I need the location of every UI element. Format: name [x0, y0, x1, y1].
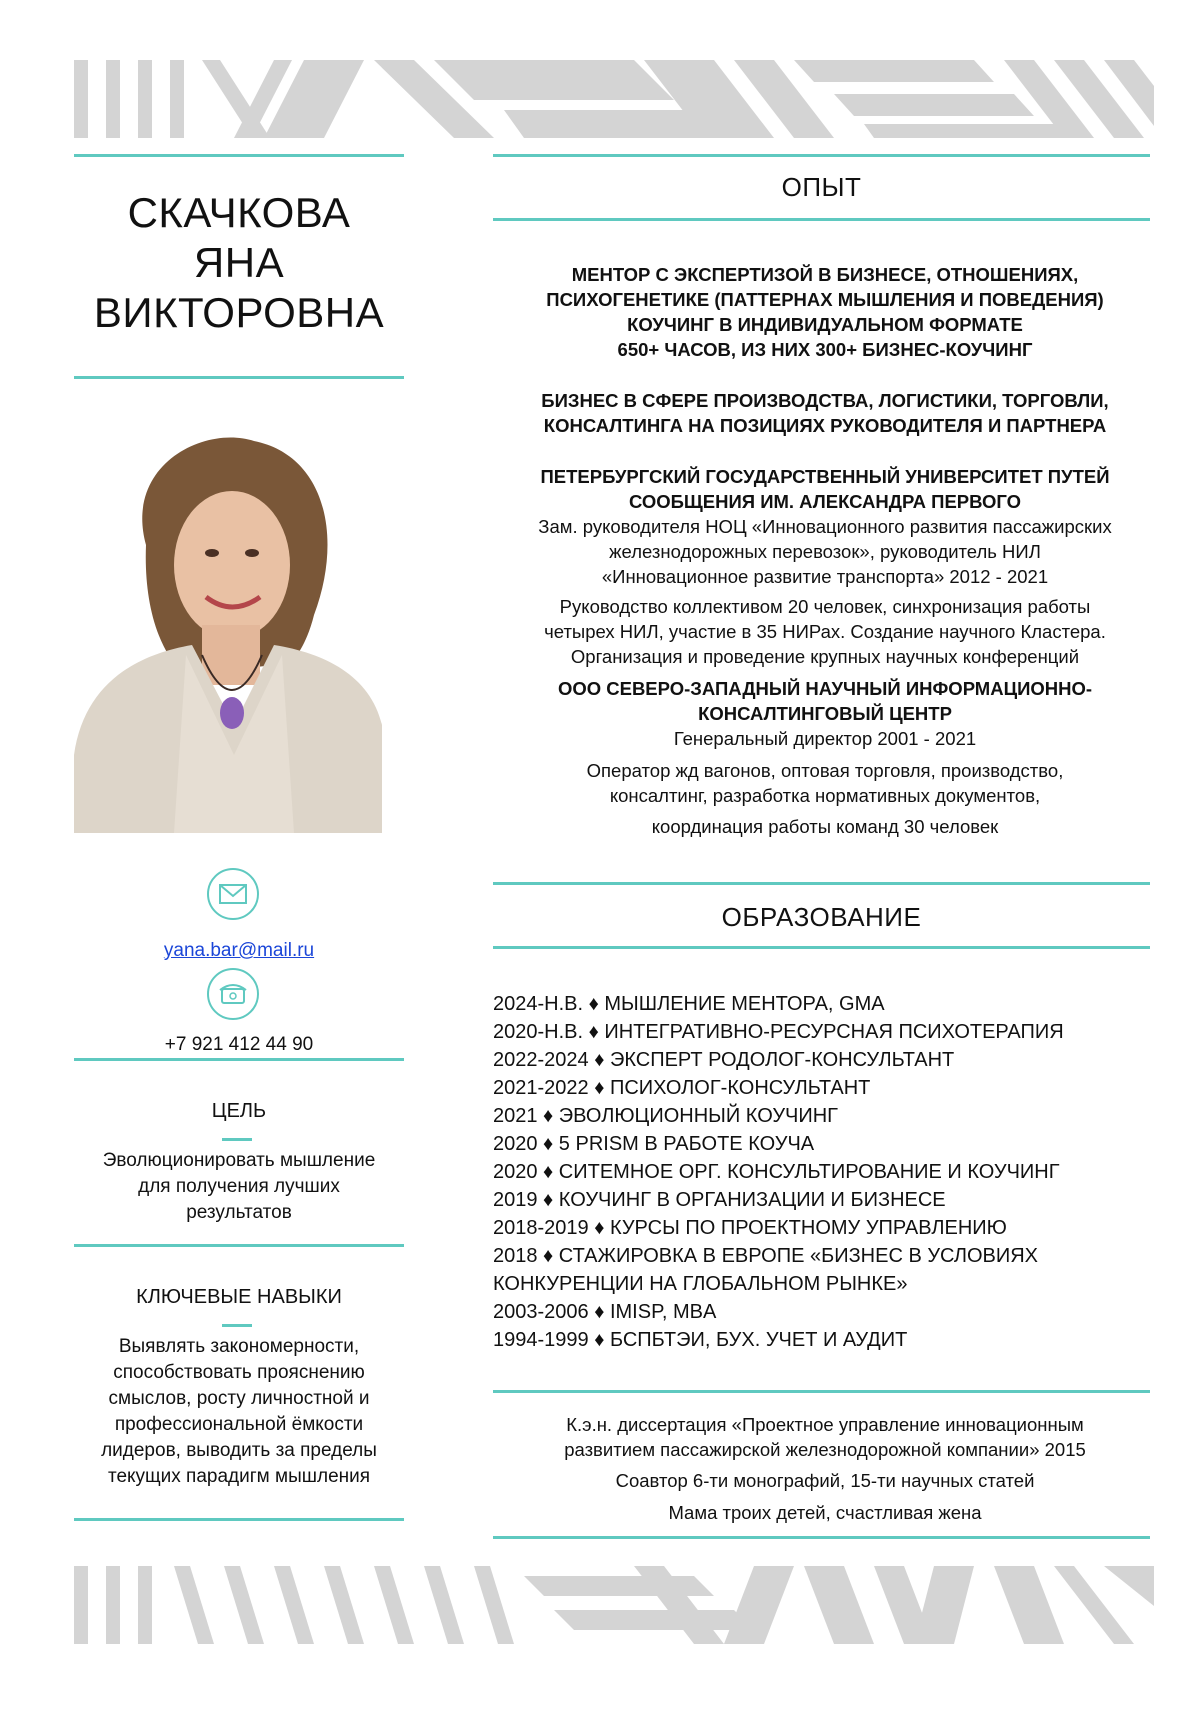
education-item: 2003-2006 ♦ IMISP, MBA — [493, 1301, 717, 1323]
role-line: Зам. руководителя НОЦ «Инновационного развития пассажирских — [538, 516, 1112, 537]
phone-number: +7 921 412 44 90 — [164, 1034, 314, 1055]
desc-line: Оператор жд вагонов, оптовая торговля, производство, — [586, 760, 1064, 781]
full-name — [74, 188, 404, 338]
skills-title: КЛЮЧЕВЫЕ НАВЫКИ — [136, 1286, 342, 1308]
experience-org-university-role — [490, 514, 1160, 589]
surname: СКАЧКОВА — [127, 189, 351, 236]
skills-line: смыслов, росту личностной и — [108, 1388, 370, 1409]
divider — [74, 1518, 404, 1521]
family-text: Мама троих детей, счастливая жена — [668, 1502, 982, 1523]
patronymic: ВИКТОРОВНА — [93, 289, 385, 336]
skills-line: текущих парадигм мышления — [107, 1466, 371, 1487]
divider — [74, 154, 404, 157]
role-line: «Инновационное развитие транспорта» 2012 - 2021 — [601, 566, 1049, 587]
education-title: ОБРАЗОВАНИЕ — [721, 902, 922, 932]
portrait-photo — [74, 425, 382, 833]
goal-title: ЦЕЛЬ — [211, 1100, 267, 1122]
dissertation-text — [490, 1412, 1160, 1462]
email-address[interactable]: yana.bar@mail.ru — [163, 940, 315, 961]
experience-block-mentor — [490, 262, 1160, 362]
org-name-line: ООО СЕВЕРО-ЗАПАДНЫЙ НАУЧНЫЙ ИНФОРМАЦИОННО- — [557, 678, 1093, 699]
org-name-line: КОНСАЛТИНГОВЫЙ ЦЕНТР — [698, 703, 952, 724]
goal-line: Эволюционировать мышление — [102, 1150, 376, 1171]
education-item: 2018 ♦ СТАЖИРОВКА В ЕВРОПЕ «БИЗНЕС В УСЛОВИЯХ — [493, 1245, 1039, 1267]
education-item: 2021-2022 ♦ ПСИХОЛОГ-КОНСУЛЬТАНТ — [493, 1077, 871, 1099]
goal-line: результатов — [186, 1202, 292, 1223]
telephone-icon — [209, 970, 257, 1018]
publications-text: Соавтор 6-ти монографий, 15-ти научных статей — [615, 1470, 1035, 1491]
desc-line: Руководство коллективом 20 человек, синхронизация работы — [559, 596, 1091, 617]
experience-org-university-desc — [490, 594, 1160, 669]
experience-org-company-role: Генеральный директор 2001 - 2021 — [673, 728, 977, 749]
experience-org-company — [490, 676, 1160, 726]
divider — [74, 376, 404, 379]
education-item: 2020 ♦ СИТЕМНОЕ ОРГ. КОНСУЛЬТИРОВАНИЕ И КОУЧИНГ — [493, 1161, 1060, 1183]
education-item: 2018-2019 ♦ КУРСЫ ПО ПРОЕКТНОМУ УПРАВЛЕНИЮ — [493, 1217, 1007, 1239]
divider — [74, 1244, 404, 1247]
extra-line: развитием пассажирской железнодорожной компании» 2015 — [564, 1439, 1086, 1460]
experience-line: МЕНТОР С ЭКСПЕРТИЗОЙ В БИЗНЕСЕ, ОТНОШЕНИЯХ, — [571, 264, 1079, 285]
desc-line: Организация и проведение крупных научных конференций — [570, 646, 1080, 667]
divider — [493, 946, 1150, 949]
experience-line: 650+ ЧАСОВ, ИЗ НИХ 300+ БИЗНЕС-КОУЧИНГ — [617, 339, 1033, 360]
skills-line: способствовать прояснению — [113, 1362, 365, 1383]
divider — [493, 154, 1150, 157]
education-item: 2019 ♦ КОУЧИНГ В ОРГАНИЗАЦИИ И БИЗНЕСЕ — [493, 1189, 946, 1211]
education-item: 2020-Н.В. ♦ ИНТЕГРАТИВНО-РЕСУРСНАЯ ПСИХОТЕРАПИЯ — [493, 1021, 1064, 1043]
role-line: железнодорожных перевозок», руководитель НИЛ — [609, 541, 1041, 562]
envelope-icon — [209, 870, 257, 918]
skills-line: профессиональной ёмкости — [114, 1414, 364, 1435]
experience-block-business — [490, 388, 1160, 438]
skills-title-underline — [222, 1324, 252, 1327]
decorative-stripe-band-top — [74, 60, 1154, 138]
experience-org-university — [490, 464, 1160, 514]
goal-line: для получения лучших — [138, 1176, 340, 1197]
education-list — [493, 990, 1163, 1354]
first-name: ЯНА — [193, 239, 285, 286]
divider — [493, 218, 1150, 221]
goal-text — [74, 1148, 404, 1226]
org-name-line: СООБЩЕНИЯ ИМ. АЛЕКСАНДРА ПЕРВОГО — [628, 491, 1022, 512]
skills-line: лидеров, выводить за пределы — [101, 1440, 377, 1461]
experience-title: ОПЫТ — [781, 172, 862, 202]
experience-line: КОУЧИНГ В ИНДИВИДУАЛЬНОМ ФОРМАТЕ — [627, 314, 1023, 335]
phone-icon — [207, 968, 259, 1020]
divider — [493, 1536, 1150, 1539]
skills-line: Выявлять закономерности, — [118, 1336, 360, 1357]
education-item: 1994-1999 ♦ БСПБТЭИ, БУХ. УЧЕТ И АУДИТ — [493, 1329, 908, 1351]
goal-title-underline — [222, 1138, 252, 1141]
experience-org-company-desc — [490, 758, 1160, 839]
divider — [493, 1390, 1150, 1393]
desc-line: четырех НИЛ, участие в 35 НИРах. Создание научного Кластера. — [544, 621, 1106, 642]
education-item: 2024-Н.В. ♦ МЫШЛЕНИЕ МЕНТОРА, GMA — [493, 993, 885, 1015]
skills-text — [74, 1334, 404, 1490]
org-name-line: ПЕТЕРБУРГСКИЙ ГОСУДАРСТВЕННЫЙ УНИВЕРСИТЕТ ПУТЕЙ — [540, 466, 1110, 487]
education-item: 2022-2024 ♦ ЭКСПЕРТ РОДОЛОГ-КОНСУЛЬТАНТ — [493, 1049, 955, 1071]
desc-line: консалтинг, разработка нормативных документов, — [609, 785, 1041, 806]
email-icon — [207, 868, 259, 920]
education-item: КОНКУРЕНЦИИ НА ГЛОБАЛЬНОМ РЫНКЕ» — [493, 1273, 908, 1295]
divider — [493, 882, 1150, 885]
desc-line: координация работы команд 30 человек — [651, 816, 999, 837]
experience-line: БИЗНЕС В СФЕРЕ ПРОИЗВОДСТВА, ЛОГИСТИКИ, ТОРГОВЛИ, — [541, 390, 1109, 411]
education-item: 2021 ♦ ЭВОЛЮЦИОННЫЙ КОУЧИНГ — [493, 1105, 838, 1127]
extra-line: К.э.н. диссертация «Проектное управление инновационным — [566, 1414, 1084, 1435]
divider — [74, 1058, 404, 1061]
decorative-stripe-band-bottom — [74, 1566, 1154, 1644]
email-link[interactable] — [74, 938, 404, 964]
education-item: 2020 ♦ 5 PRISM В РАБОТЕ КОУЧА — [493, 1133, 815, 1155]
experience-line: КОНСАЛТИНГА НА ПОЗИЦИЯХ РУКОВОДИТЕЛЯ И ПАРТНЕРА — [543, 415, 1107, 436]
experience-line: ПСИХОГЕНЕТИКЕ (ПАТТЕРНАХ МЫШЛЕНИЯ И ПОВЕДЕНИЯ) — [546, 289, 1104, 310]
